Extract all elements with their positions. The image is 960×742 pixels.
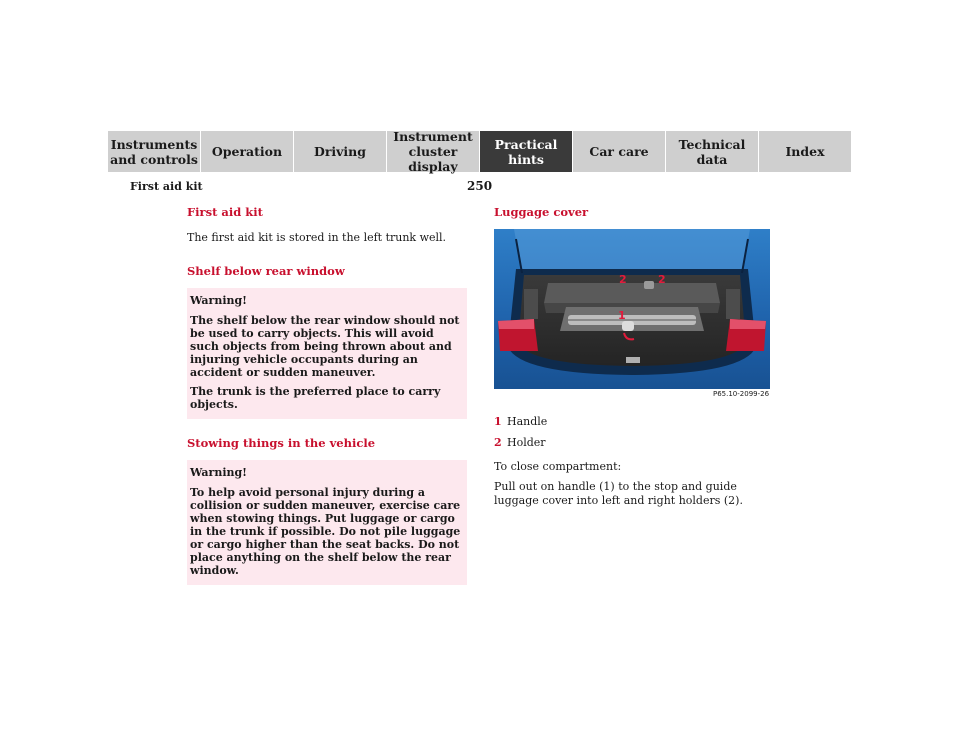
trunk-illustration bbox=[494, 229, 770, 401]
left-column bbox=[187, 205, 467, 585]
heading-shelf: Shelf below rear window bbox=[187, 264, 345, 278]
tab-instruments-and-controls[interactable]: Instruments and controls bbox=[108, 131, 200, 172]
tab-technical-data[interactable]: Technical data bbox=[666, 131, 758, 172]
warning-title: Warning! bbox=[190, 466, 248, 479]
heading-first-aid-kit: First aid kit bbox=[187, 205, 263, 219]
callout-handle: 1 bbox=[618, 309, 626, 322]
legend-label: Handle bbox=[507, 415, 548, 428]
tab-car-care[interactable]: Car care bbox=[573, 131, 665, 172]
legend-item bbox=[494, 436, 770, 450]
tab-practical-hints[interactable]: Practical hints bbox=[480, 131, 572, 172]
heading-luggage-cover: Luggage cover bbox=[494, 205, 589, 219]
tab-index[interactable]: Index bbox=[759, 131, 851, 172]
tab-driving[interactable]: Driving bbox=[294, 131, 386, 172]
right-column bbox=[494, 205, 770, 508]
close-compartment-instructions: Pull out on handle (1) to the stop and guide luggage cover into left and right holders (2). bbox=[494, 480, 743, 507]
close-compartment-label: To close compartment: bbox=[494, 460, 622, 473]
callout-holder-left: 2 bbox=[619, 273, 627, 286]
trunk-drawing bbox=[494, 229, 770, 401]
first-aid-text: The first aid kit is stored in the left trunk well. bbox=[187, 231, 447, 244]
running-title: First aid kit bbox=[130, 180, 203, 193]
legend-number: 1 bbox=[494, 415, 502, 428]
figure-code: P65.10-2099-26 bbox=[713, 390, 770, 398]
warning-text: The trunk is the preferred place to carry objects. bbox=[190, 385, 441, 411]
chapter-tabs bbox=[108, 131, 851, 172]
tab-instrument-cluster-display[interactable]: Instrument cluster display bbox=[387, 131, 479, 172]
warning-text: To help avoid personal injury during a collision or sudden maneuver, exercise care when stowing things. Put luggage or cargo in the trunk if possible. Do not pile luggage or cargo higher than the seat backs. Do not place anything on the shelf below the rear window. bbox=[190, 486, 461, 577]
legend-item bbox=[494, 415, 770, 429]
tab-operation[interactable]: Operation bbox=[201, 131, 293, 172]
warning-text: The shelf below the rear window should not be used to carry objects. This will avoid such objects from being thrown about and injuring vehicle occupants during an accident or sudden maneuver. bbox=[190, 314, 460, 379]
legend-number: 2 bbox=[494, 436, 502, 449]
heading-stowing: Stowing things in the vehicle bbox=[187, 436, 376, 450]
warning-box-stowing bbox=[187, 460, 467, 585]
legend-label: Holder bbox=[507, 436, 546, 449]
legend bbox=[494, 415, 770, 450]
warning-box-shelf bbox=[187, 288, 467, 419]
callout-holder-right: 2 bbox=[658, 273, 666, 286]
page-number: 250 bbox=[467, 179, 493, 193]
warning-title: Warning! bbox=[190, 294, 248, 307]
